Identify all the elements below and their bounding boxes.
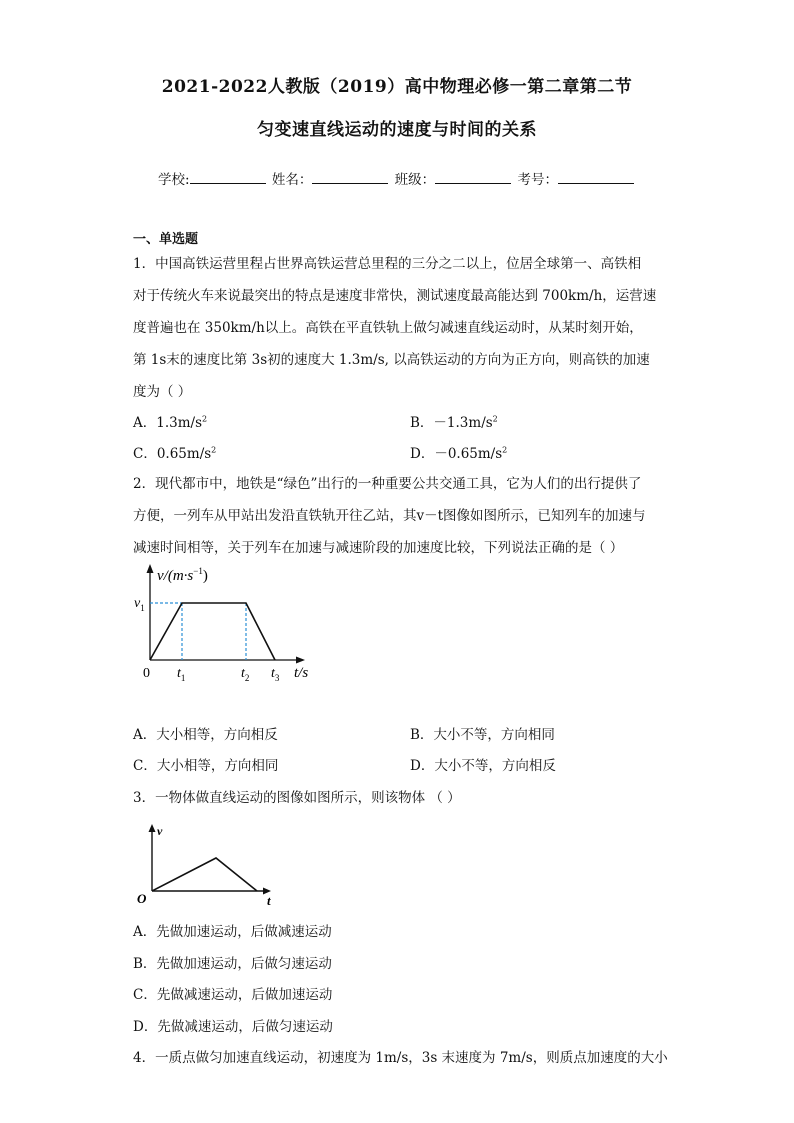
- question-2-line: 2．现代都市中，地铁是“绿色”出行的一种重要公共交通工具，它为人们的出行提供了: [133, 476, 642, 492]
- q1-option-a[interactable]: [133, 411, 207, 431]
- number-blank[interactable]: [558, 171, 634, 184]
- q1-option-c-text: C．0.65m/s: [133, 446, 212, 462]
- q3-y-arrow: [149, 824, 156, 832]
- question-1-line: 度为（ ）: [133, 384, 192, 400]
- question-1-line: 第 1s末的速度比第 3s初的速度大 1.3m/s, 以高铁运动的方向为正方向，则高铁的加速: [133, 352, 650, 368]
- q3-y-axis-label: v: [157, 824, 163, 838]
- question-4-text: 4．一质点做匀加速直线运动，初速度为 1m/s，3s 末速度为 7m/s，则质点加速度的大小: [133, 1050, 668, 1066]
- student-info-line: [0, 168, 794, 188]
- question-1-text: [133, 248, 663, 408]
- unit-exponent: 2: [492, 414, 498, 424]
- unit-exponent: 2: [502, 445, 508, 455]
- class-label: 班级：: [394, 172, 436, 188]
- q2-option-a[interactable]: A．大小相等，方向相反: [133, 727, 278, 743]
- q3-x-axis-label: t: [267, 893, 271, 908]
- question-1-line: 度普遍也在 350km/h以上。高铁在平直铁轨上做匀减速直线运动时，从某时刻开始，: [133, 320, 643, 336]
- q3-option-b[interactable]: B．先做加速运动，后做匀速运动: [133, 956, 332, 972]
- q2-option-d[interactable]: D．大小不等，方向相反: [410, 758, 556, 774]
- q2-t3-label: $t_3$: [271, 666, 280, 683]
- q3-option-d[interactable]: D．先做减速运动，后做匀速运动: [133, 1019, 333, 1035]
- question-2-line: 方便，一列车从甲站出发沿直铁轨开往乙站，其v－t图像如图所示，已知列车的加速与: [133, 508, 646, 524]
- q2-origin-label: 0: [143, 666, 150, 681]
- q1-option-a-text: A．1.3m/s: [133, 415, 202, 431]
- school-label: 学校:: [158, 172, 190, 188]
- q1-option-d-text: D．－0.65m/s: [410, 446, 503, 462]
- unit-exponent: 2: [211, 445, 217, 455]
- q3-option-a[interactable]: A．先做加速运动，后做减速运动: [133, 924, 332, 940]
- q2-t1-label: $t_1$: [177, 666, 186, 683]
- school-blank[interactable]: [190, 171, 266, 184]
- q2-x-arrow: [296, 657, 305, 664]
- q1-option-c[interactable]: [133, 442, 216, 462]
- name-blank[interactable]: [312, 171, 388, 184]
- title-line-2: 匀变速直线运动的速度与时间的关系: [257, 120, 537, 140]
- question-1-line: 1．中国高铁运营里程占世界高铁运营总里程的三分之二以上，位居全球第一、高铁相: [133, 256, 642, 272]
- q2-y-arrow: [147, 564, 154, 573]
- question-3-text: 3．一物体做直线运动的图像如图所示，则该物体 （ ）: [133, 790, 461, 806]
- q3-origin-label: O: [137, 891, 147, 906]
- question-2-text: [133, 468, 663, 564]
- q2-x-axis-label: t/s: [294, 665, 309, 681]
- q3-velocity-curve: [152, 858, 257, 891]
- q2-velocity-curve: [150, 603, 275, 660]
- q2-v1-label: $v_1$: [134, 596, 145, 613]
- q2-vt-graph: [130, 560, 330, 690]
- question-2-line: 减速时间相等，关于列车在加速与减速阶段的加速度比较，下列说法正确的是（ ）: [133, 540, 624, 556]
- q2-option-b[interactable]: B．大小不等，方向相同: [410, 727, 555, 743]
- unit-exponent: 2: [202, 414, 208, 424]
- q1-option-b-text: B．－1.3m/s: [410, 415, 493, 431]
- q1-option-d[interactable]: [410, 442, 507, 462]
- q1-option-b[interactable]: [410, 411, 498, 431]
- q3-vt-graph: [130, 820, 290, 910]
- q3-option-c[interactable]: C．先做减速运动，后做加速运动: [133, 987, 333, 1003]
- title-line-1: 2021-2022人教版（2019）高中物理必修一第二章第二节: [161, 77, 633, 97]
- q2-t2-label: $t_2$: [241, 666, 250, 683]
- section-title: 一、单选题: [133, 232, 199, 247]
- q2-y-axis-label: $v/(m\cdot s^{-1})$: [157, 566, 208, 584]
- question-1-line: 对于传统火车来说最突出的特点是速度非常快，测试速度最高能达到 700km/h，运营速: [133, 288, 657, 304]
- number-label: 考号：: [517, 172, 558, 188]
- q2-option-c[interactable]: C．大小相等，方向相同: [133, 758, 279, 774]
- name-label: 姓名：: [271, 172, 313, 188]
- class-blank[interactable]: [435, 171, 511, 184]
